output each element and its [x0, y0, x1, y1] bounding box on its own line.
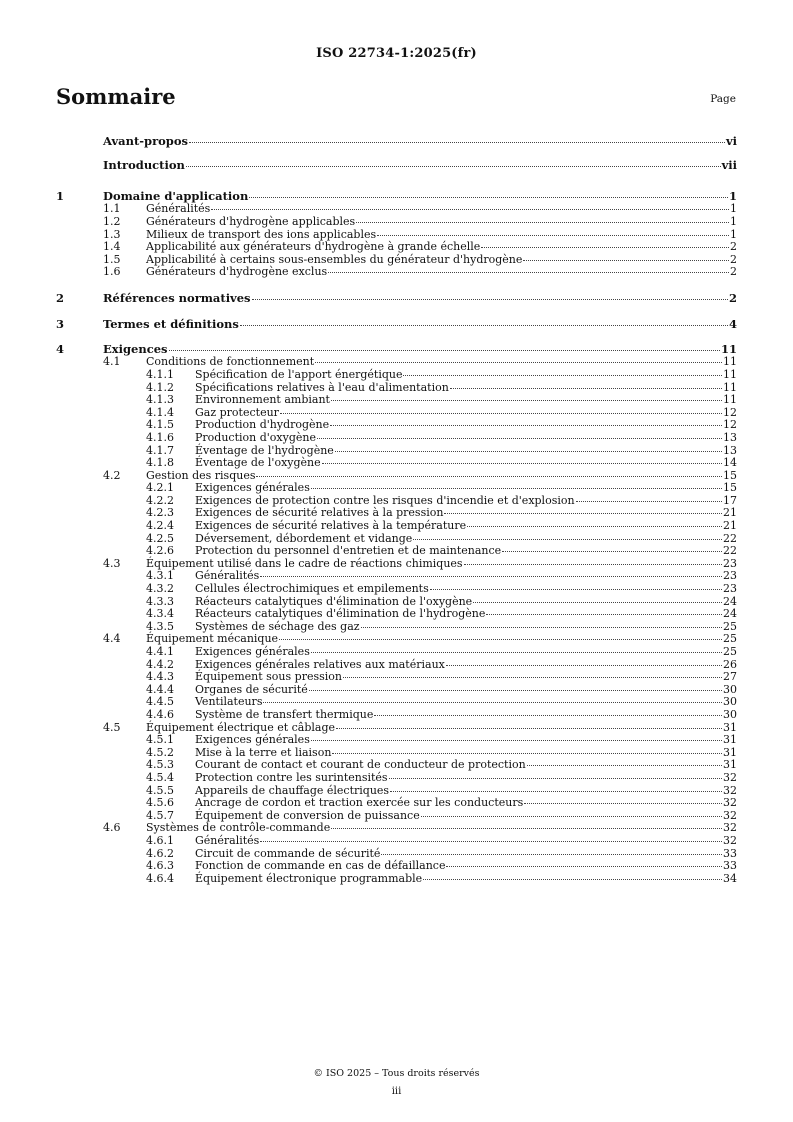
toc-entry-page: 26 — [723, 657, 737, 671]
toc-dot-leader — [249, 197, 728, 198]
toc-entry[interactable] — [56, 342, 737, 356]
toc-entry-title: Système de transfert thermique — [195, 707, 374, 721]
toc-entry-title: Cellules électrochimiques et empilements — [195, 582, 429, 596]
toc-entry-title: Équipement sous pression — [195, 670, 342, 684]
toc-entry-title: Protection du personnel d'entretien et de maintenance — [195, 544, 502, 558]
toc-dot-leader — [361, 627, 722, 628]
toc-entry-number: 4.5.5 — [146, 783, 174, 797]
toc-entry[interactable] — [56, 482, 737, 495]
toc-entry-page: 13 — [723, 430, 737, 444]
toc-entry-page: 1 — [730, 202, 737, 216]
toc-entry[interactable] — [56, 291, 737, 305]
toc-entry[interactable] — [56, 394, 737, 407]
toc-entry[interactable] — [56, 734, 737, 747]
footer-copyright: © ISO 2025 – Tous droits réservés — [313, 1068, 480, 1079]
toc-entry-number: 4.1.6 — [146, 430, 174, 444]
toc-entry-title: Fonction de commande en cas de défaillance — [195, 859, 446, 873]
toc-entry-number: 4.5.7 — [146, 808, 174, 822]
toc-entry-number: 4.5.2 — [146, 745, 174, 759]
toc-entry-title: Exigences de sécurité relatives à la température — [195, 519, 467, 533]
page-title: Sommaire — [56, 84, 176, 109]
toc-entry[interactable] — [56, 646, 737, 659]
toc-dot-leader — [446, 665, 722, 666]
toc-entry-number: 4.6.1 — [146, 833, 174, 847]
toc-entry-number: 4.4.3 — [146, 670, 174, 684]
toc-entry-page: 15 — [723, 468, 737, 482]
toc-dot-leader — [260, 576, 722, 577]
toc-entry[interactable] — [56, 266, 737, 279]
toc-entry-title: Générateurs d'hydrogène applicables — [146, 214, 356, 228]
toc-dot-leader — [335, 451, 722, 452]
toc-dot-leader — [311, 740, 722, 741]
toc-entry-number: 2 — [56, 290, 65, 305]
toc-entry-page: 24 — [723, 594, 737, 608]
toc-entry-page: 33 — [723, 846, 737, 860]
toc-entry-page: 23 — [723, 556, 737, 570]
toc-dot-leader — [322, 463, 722, 464]
toc-entry-number: 4.6.3 — [146, 859, 174, 873]
toc-entry-title: Applicabilité à certains sous-ensembles du générateur d'hydrogène — [146, 252, 523, 266]
toc-entry-page: 30 — [723, 695, 737, 709]
toc-entry-page: 33 — [723, 859, 737, 873]
toc-entry-title: Réacteurs catalytiques d'élimination de l'oxygène — [195, 594, 473, 608]
toc-entry-number: 4.1.5 — [146, 418, 174, 432]
toc-entry-page: 13 — [723, 443, 737, 457]
toc-entry-number: 1.2 — [103, 214, 121, 228]
toc-entry-title: Équipement électrique et câblage — [146, 720, 336, 734]
toc-entry[interactable] — [56, 860, 737, 873]
toc-dot-leader — [374, 715, 722, 716]
toc-entry-number: 4.1.8 — [146, 456, 174, 470]
toc-dot-leader — [467, 526, 722, 527]
toc-entry-title: Exigences générales relatives aux matériaux — [195, 657, 445, 671]
toc-entry-number: 4.1.2 — [146, 380, 174, 394]
toc-entry-number: 3 — [56, 316, 65, 331]
toc-entry-number: 4.3 — [103, 556, 121, 570]
toc-entry-page: 25 — [723, 645, 737, 658]
toc-entry-page: 30 — [723, 707, 737, 721]
toc-entry-title: Éventage de l'hydrogène — [195, 443, 334, 457]
toc-entry-page: 2 — [728, 290, 737, 305]
toc-entry-page: 11 — [723, 367, 737, 381]
toc-entry-number: 4.1 — [103, 355, 121, 369]
toc-dot-leader — [473, 602, 722, 603]
toc-dot-leader — [315, 362, 722, 363]
toc-entry-number: 4.2.6 — [146, 544, 174, 558]
toc-entry[interactable] — [56, 545, 737, 558]
toc-entry-title: Production d'hydrogène — [195, 418, 330, 432]
toc-entry-number: 4.4.1 — [146, 645, 174, 658]
toc-dot-leader — [311, 488, 722, 489]
toc-entry-number: 1.3 — [103, 227, 121, 241]
toc-dot-leader — [336, 728, 722, 729]
toc-entry-page: 11 — [720, 342, 737, 357]
toc-entry-page: 32 — [723, 833, 737, 847]
toc-entry-title: Avant-propos — [103, 134, 188, 148]
toc-dot-leader — [331, 828, 722, 829]
toc-entry-title: Conditions de fonctionnement — [146, 355, 315, 369]
toc-dot-leader — [389, 778, 722, 779]
toc-entry[interactable] — [56, 457, 737, 470]
toc-entry-title: Exigences générales — [195, 481, 310, 495]
toc-entry-page: 4 — [728, 316, 737, 331]
toc-entry-number: 4.1.1 — [146, 367, 174, 381]
toc-dot-leader — [486, 614, 722, 615]
toc-entry-number: 4.5.4 — [146, 770, 174, 784]
toc-entry-number: 4.1.4 — [146, 405, 174, 419]
toc-entry-number: 1 — [56, 189, 65, 204]
toc-entry-number: 4.4 — [103, 632, 121, 646]
toc-dot-leader — [186, 166, 721, 167]
toc-entry-title: Environnement ambiant — [195, 393, 330, 407]
toc-dot-leader — [444, 513, 722, 514]
toc-entry[interactable] — [56, 241, 737, 254]
toc-dot-leader — [311, 652, 722, 653]
toc-entry[interactable] — [56, 189, 737, 203]
toc-dot-leader — [256, 476, 722, 477]
toc-dot-leader — [481, 247, 729, 248]
toc-dot-leader — [413, 539, 722, 540]
toc-entry-page: 23 — [723, 569, 737, 583]
toc-entry-page: 22 — [723, 531, 737, 545]
toc-entry-title: Production d'oxygène — [195, 430, 316, 444]
toc-entry[interactable] — [56, 608, 737, 621]
toc-entry-number: 4.6 — [103, 821, 121, 835]
toc-entry-title: Réacteurs catalytiques d'élimination de l'hydrogène — [195, 607, 486, 621]
toc-entry-title: Gestion des risques — [146, 468, 256, 482]
toc-entry[interactable] — [56, 369, 737, 382]
toc-entry[interactable] — [56, 216, 737, 229]
toc-entry-title: Déversement, débordement et vidange — [195, 531, 413, 545]
toc-entry-page: 2 — [730, 252, 737, 266]
toc-dot-leader — [189, 142, 725, 143]
toc-entry-page: 24 — [723, 607, 737, 621]
toc-entry-number: 4.4.2 — [146, 657, 174, 671]
toc-entry-title: Ventilateurs — [195, 695, 263, 709]
toc-entry[interactable] — [56, 317, 737, 331]
toc-entry-page: 2 — [730, 265, 737, 279]
toc-entry-number: 4.3.4 — [146, 607, 174, 621]
toc-entry-page: 27 — [723, 670, 737, 684]
toc-entry-title: Équipement mécanique — [146, 632, 279, 646]
page-column-label: Page — [710, 93, 736, 105]
toc-entry-title: Généralités — [195, 833, 260, 847]
toc-dot-leader — [576, 501, 722, 502]
toc-entry-page: 31 — [723, 733, 737, 747]
toc-dot-leader — [260, 841, 722, 842]
toc-entry-title: Éventage de l'oxygène — [195, 456, 321, 470]
toc-dot-leader — [252, 299, 728, 300]
toc-entry-page: 15 — [723, 481, 737, 495]
toc-entry-page: 23 — [723, 582, 737, 596]
table-of-contents — [56, 130, 737, 885]
toc-entry[interactable] — [56, 583, 737, 596]
toc-entry-number: 4.2.2 — [146, 493, 174, 507]
toc-entry-number: 1.1 — [103, 202, 121, 216]
toc-entry-title: Milieux de transport des ions applicables — [146, 227, 377, 241]
toc-dot-leader — [211, 209, 729, 210]
toc-dot-leader — [280, 413, 722, 414]
toc-entry-title: Organes de sécurité — [195, 682, 308, 696]
toc-entry-number: 4.3.5 — [146, 619, 174, 633]
toc-entry-page: 1 — [730, 227, 737, 241]
toc-entry-title: Équipement de conversion de puissance — [195, 808, 420, 822]
toc-entry-number: 4.2.1 — [146, 481, 174, 495]
toc-dot-leader — [332, 753, 722, 754]
toc-entry-page: 12 — [723, 418, 737, 432]
toc-entry-number: 4.2.5 — [146, 531, 174, 545]
toc-entry-number: 4.5.1 — [146, 733, 174, 747]
toc-entry[interactable] — [56, 432, 737, 445]
toc-entry-page: 11 — [723, 393, 737, 407]
toc-entry-number: 4.1.3 — [146, 393, 174, 407]
toc-entry-title: Spécifications relatives à l'eau d'alimentation — [195, 380, 449, 394]
toc-entry-title: Gaz protecteur — [195, 405, 279, 419]
toc-dot-leader — [240, 325, 728, 326]
toc-entry-title: Spécification de l'apport énergétique — [195, 367, 403, 381]
toc-entry-page: vi — [725, 134, 737, 148]
toc-entry-number: 4.5 — [103, 720, 121, 734]
toc-entry-page: 22 — [723, 544, 737, 558]
toc-dot-leader — [450, 388, 722, 389]
toc-entry-page: 1 — [730, 214, 737, 228]
toc-entry-title: Protection contre les surintensités — [195, 770, 388, 784]
toc-entry-page: 2 — [730, 240, 737, 254]
toc-entry-title: Exigences générales — [195, 733, 310, 747]
toc-entry-number: 4.5.6 — [146, 796, 174, 810]
document-header: ISO 22734-1:2025(fr) — [316, 46, 477, 61]
toc-dot-leader — [343, 677, 722, 678]
toc-entry-page: 31 — [723, 758, 737, 772]
toc-entry-page: 11 — [723, 355, 737, 369]
toc-entry-number: 4.4.5 — [146, 695, 174, 709]
toc-entry-title: Termes et définitions — [103, 316, 239, 331]
toc-entry-number: 4.3.2 — [146, 582, 174, 596]
toc-entry-page: 14 — [723, 456, 737, 470]
toc-dot-leader — [423, 879, 722, 880]
toc-dot-leader — [523, 260, 729, 261]
toc-dot-leader — [524, 803, 722, 804]
toc-entry-page: 31 — [723, 745, 737, 759]
toc-entry-title: Exigences — [103, 342, 168, 357]
toc-entry-number: 1.5 — [103, 252, 121, 266]
toc-dot-leader — [328, 272, 729, 273]
toc-entry[interactable] — [56, 873, 737, 886]
toc-entry[interactable] — [56, 709, 737, 722]
toc-entry-number: 4.4.4 — [146, 682, 174, 696]
toc-entry-title: Appareils de chauffage électriques — [195, 783, 390, 797]
toc-entry-page: 32 — [723, 770, 737, 784]
toc-dot-leader — [464, 564, 722, 565]
toc-entry-page: 25 — [723, 619, 737, 633]
toc-dot-leader — [527, 765, 722, 766]
toc-entry-number: 4.3.3 — [146, 594, 174, 608]
toc-entry-title: Systèmes de contrôle-commande — [146, 821, 331, 835]
toc-entry-title: Références normatives — [103, 290, 251, 305]
toc-entry-title: Généralités — [195, 569, 260, 583]
toc-entry-title: Équipement électronique programmable — [195, 871, 423, 885]
toc-entry-title: Exigences générales — [195, 645, 310, 658]
footer-page-number: iii — [391, 1086, 402, 1097]
toc-entry-number: 4.5.3 — [146, 758, 174, 772]
toc-entry-title: Exigences de sécurité relatives à la pression — [195, 506, 444, 520]
toc-entry[interactable] — [56, 671, 737, 684]
toc-dot-leader — [317, 438, 722, 439]
toc-entry-page: 34 — [723, 871, 737, 885]
toc-entry-number: 4.2.4 — [146, 519, 174, 533]
toc-entry-number: 1.6 — [103, 265, 121, 279]
toc-dot-leader — [169, 350, 720, 351]
toc-entry-page: 11 — [723, 380, 737, 394]
toc-entry-title: Mise à la terre et liaison — [195, 745, 332, 759]
toc-entry-page: 1 — [728, 189, 737, 204]
toc-entry-title: Introduction — [103, 157, 185, 172]
toc-entry-title: Équipement utilisé dans le cadre de réactions chimiques — [146, 556, 463, 570]
toc-entry[interactable] — [56, 130, 737, 154]
toc-dot-leader — [377, 235, 729, 236]
toc-entry-page: 32 — [723, 808, 737, 822]
toc-entry-number: 4.6.4 — [146, 871, 174, 885]
toc-entry[interactable] — [56, 772, 737, 785]
toc-entry-number: 4.4.6 — [146, 707, 174, 721]
toc-entry[interactable] — [56, 835, 737, 848]
toc-entry-page: 25 — [723, 632, 737, 646]
toc-entry-page: 21 — [723, 519, 737, 533]
toc-dot-leader — [403, 375, 722, 376]
toc-dot-leader — [390, 791, 722, 792]
toc-dot-leader — [356, 222, 729, 223]
toc-entry[interactable] — [56, 797, 737, 810]
toc-entry-title: Circuit de commande de sécurité — [195, 846, 381, 860]
toc-entry-number: 4.3.1 — [146, 569, 174, 583]
toc-entry-page: 32 — [723, 783, 737, 797]
toc-entry-title: Généralités — [146, 202, 211, 216]
toc-entry-number: 4 — [56, 342, 65, 357]
toc-entry-title: Systèmes de séchage des gaz — [195, 619, 360, 633]
toc-entry-number: 4.1.7 — [146, 443, 174, 457]
toc-entry[interactable] — [56, 154, 737, 178]
toc-entry-number: 1.4 — [103, 240, 121, 254]
toc-dot-leader — [330, 425, 722, 426]
toc-entry-page: 17 — [723, 493, 737, 507]
toc-entry-number: 4.6.2 — [146, 846, 174, 860]
toc-entry-number: 4.2 — [103, 468, 121, 482]
toc-entry-title: Exigences de protection contre les risques d'incendie et d'explosion — [195, 493, 575, 507]
toc-dot-leader — [263, 702, 722, 703]
toc-dot-leader — [309, 690, 722, 691]
toc-entry-title: Ancrage de cordon et traction exercée sur les conducteurs — [195, 796, 524, 810]
toc-dot-leader — [381, 854, 722, 855]
toc-entry-number: 4.2.3 — [146, 506, 174, 520]
toc-dot-leader — [331, 400, 722, 401]
toc-entry-page: 21 — [723, 506, 737, 520]
toc-entry[interactable] — [56, 520, 737, 533]
toc-dot-leader — [421, 816, 722, 817]
toc-dot-leader — [446, 866, 722, 867]
toc-entry-title: Domaine d'application — [103, 189, 249, 204]
toc-dot-leader — [430, 589, 722, 590]
toc-dot-leader — [502, 551, 722, 552]
toc-entry-page: 12 — [723, 405, 737, 419]
toc-entry-title: Générateurs d'hydrogène exclus — [146, 265, 328, 279]
toc-entry-title: Courant de contact et courant de conducteur de protection — [195, 758, 526, 772]
toc-entry-page: vii — [721, 157, 737, 172]
toc-dot-leader — [279, 639, 722, 640]
toc-entry-page: 30 — [723, 682, 737, 696]
toc-entry-page: 31 — [723, 720, 737, 734]
toc-entry-page: 32 — [723, 796, 737, 810]
toc-entry-page: 32 — [723, 821, 737, 835]
toc-entry-title: Applicabilité aux générateurs d'hydrogène à grande échelle — [146, 240, 481, 254]
